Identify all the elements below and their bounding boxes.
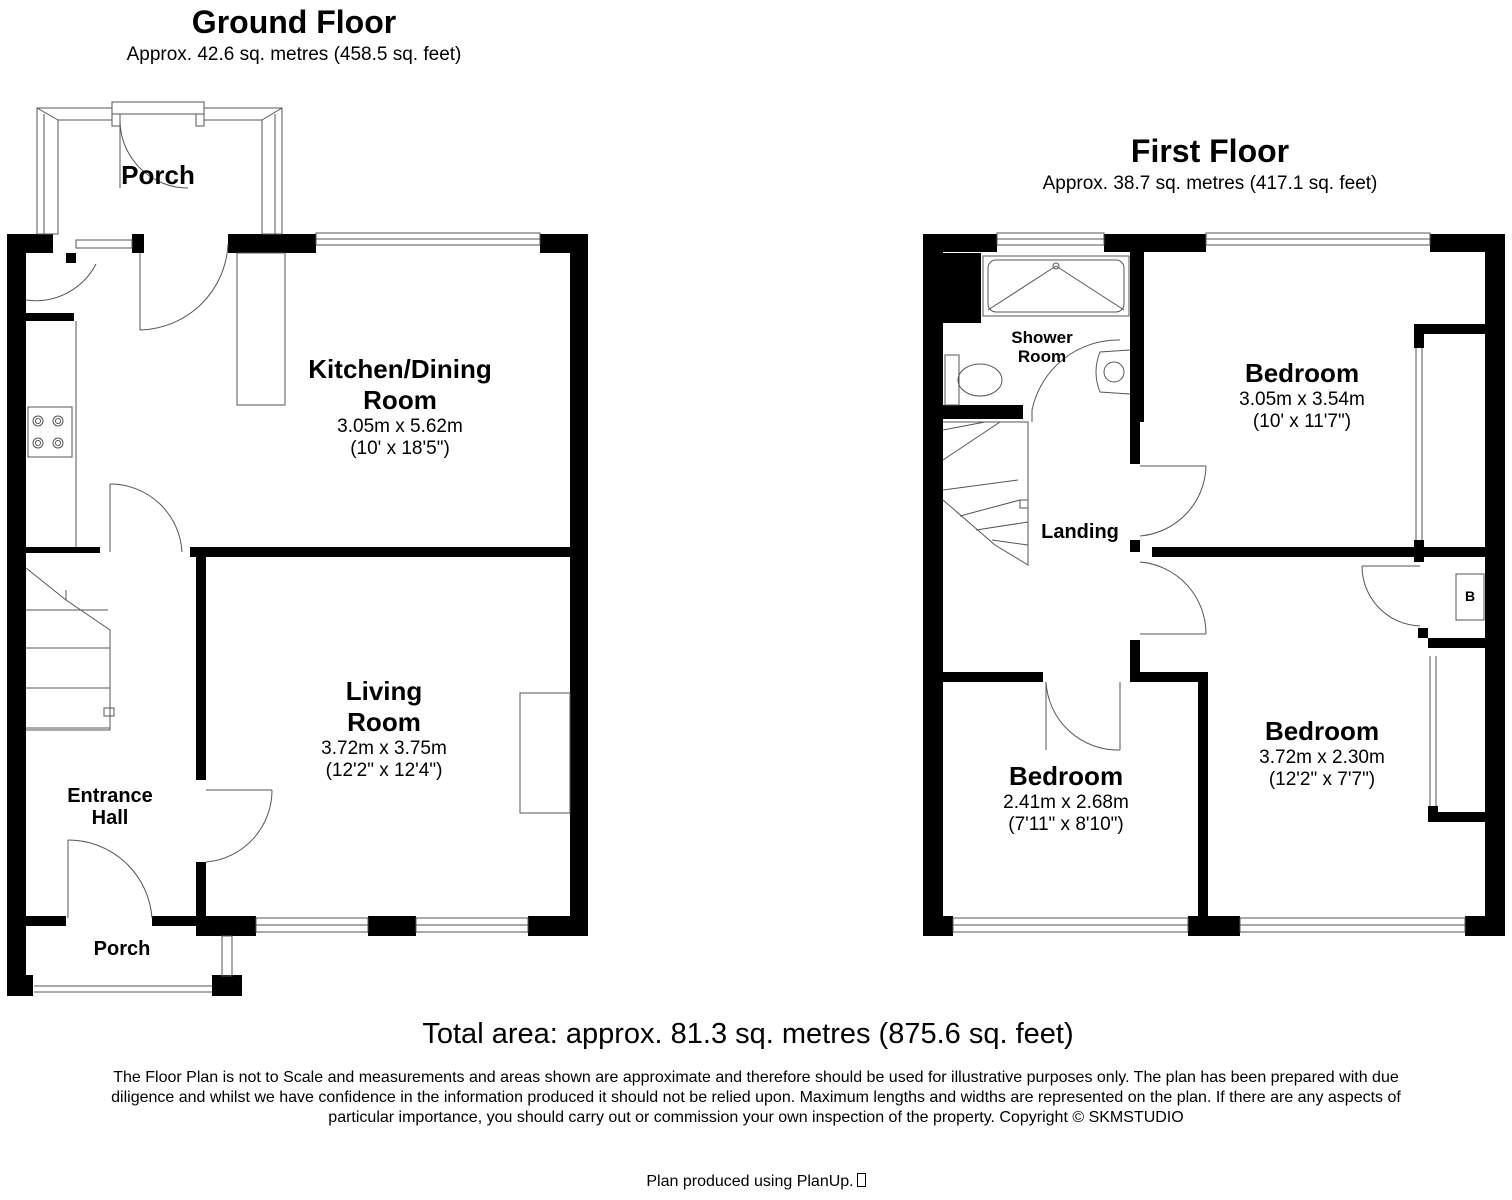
disclaimer-text: The Floor Plan is not to Scale and measurements and areas shown are approximate and therefore should be used for illustrative purposes only. The plan has been prepared with due diligence and whilst we have confidence in the information produced it should not be relied upon. Maximum lengths and widths are represented on the plan. If there are any aspects of particular importance, you should carry out or commission your own inspection of the property. Copyright © SKMSTUDIO xyxy=(111,1069,1401,1126)
living-name-line2: Room xyxy=(347,707,421,737)
bedroom-1-imperial: (10' x 11'7") xyxy=(1252,411,1352,432)
shower-name-line1: Shower xyxy=(1011,328,1073,347)
bedroom-1-metric: 3.05m x 3.54m xyxy=(1239,389,1365,410)
bedroom-2-name: Bedroom xyxy=(1264,716,1380,746)
porch-top-label: Porch xyxy=(121,160,195,190)
hall-name-line1: Entrance xyxy=(67,785,153,807)
shower-name-line2: Room xyxy=(1017,347,1067,366)
kitchen-name-line2: Room xyxy=(363,385,437,415)
bedroom-1-name: Bedroom xyxy=(1244,358,1360,388)
hall-name-line2: Hall xyxy=(91,807,129,829)
landing-label: Landing xyxy=(1041,521,1119,543)
bedroom-3-metric: 2.41m x 2.68m xyxy=(1003,792,1129,813)
credit-text: Plan produced using PlanUp. xyxy=(646,1173,854,1190)
ground-floor-title: Ground Floor xyxy=(191,4,397,40)
bedroom-3-label xyxy=(966,761,1166,836)
bedroom-3-imperial: (7'11" x 8'10") xyxy=(1008,814,1124,835)
kitchen-metric: 3.05m x 5.62m xyxy=(337,416,463,437)
kitchen-name-line1: Kitchen/Dining xyxy=(308,354,492,384)
living-metric: 3.72m x 3.75m xyxy=(321,738,447,759)
ground-floor-walls xyxy=(7,234,588,996)
total-area: Total area: approx. 81.3 sq. metres (875.6 sq. feet) xyxy=(422,1018,1074,1050)
entrance-hall-label xyxy=(50,785,170,829)
bedroom-2-imperial: (12'2" x 7'7") xyxy=(1268,769,1376,790)
boiler-label: B xyxy=(1464,588,1476,604)
bedroom-1-label xyxy=(1202,358,1402,433)
living-name-line1: Living xyxy=(345,676,423,706)
living-imperial: (12'2" x 12'4") xyxy=(325,760,443,781)
ground-floor-area: Approx. 42.6 sq. metres (458.5 sq. feet) xyxy=(126,44,462,65)
first-floor-title: First Floor xyxy=(1130,133,1290,169)
bedroom-2-label xyxy=(1222,716,1422,791)
bedroom-2-metric: 3.72m x 2.30m xyxy=(1259,747,1385,768)
first-floor-area: Approx. 38.7 sq. metres (417.1 sq. feet) xyxy=(1042,173,1378,194)
porch-bottom-label: Porch xyxy=(93,938,151,960)
living-room-label xyxy=(284,676,484,782)
kitchen-room-label xyxy=(280,354,520,460)
planup-credit xyxy=(556,1173,956,1191)
kitchen-imperial: (10' x 18'5") xyxy=(350,438,450,459)
shower-room-label xyxy=(992,328,1092,366)
bedroom-3-name: Bedroom xyxy=(1008,761,1124,791)
tofu-glyph-icon xyxy=(857,1173,866,1187)
